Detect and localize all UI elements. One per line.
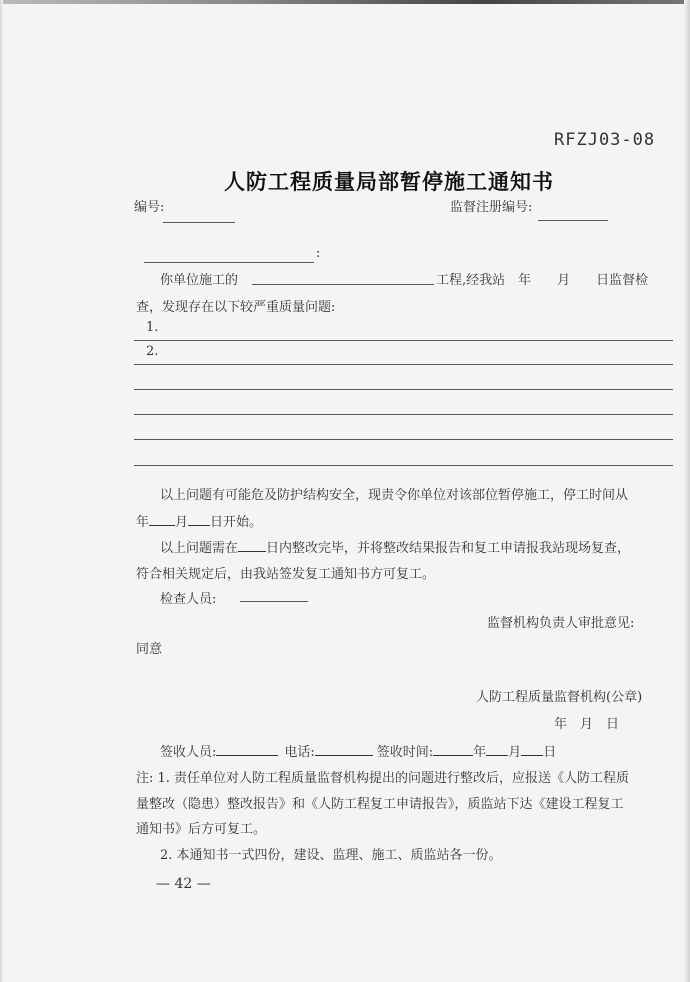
stop-month-blank [149, 511, 175, 526]
receipt-day-blank [521, 741, 543, 756]
phone-label: 电话: [284, 745, 315, 760]
stop-line2 [136, 511, 262, 530]
receiver-label: 签收人员: [160, 745, 217, 760]
time-label: 签收时间: [376, 745, 434, 760]
scan-edge-right [684, 0, 690, 982]
rectify-days-blank [238, 537, 266, 552]
approval-label: 监督机构负责人审批意见: [487, 616, 635, 631]
note-line4: 2. 本通知书一式四份，建设、监理、施工、质监站各一份。 [160, 848, 502, 863]
receipt-year: 年 [473, 745, 487, 760]
registration-blank [538, 220, 608, 221]
page-number: — 42 — [156, 876, 211, 892]
rectify-line2: 符合相关规定后，由我站签发复工通知书方可复工。 [136, 567, 436, 582]
stop-month: 月 [175, 515, 189, 530]
project-name-blank [252, 284, 434, 285]
document-title: 人防工程质量局部暂停施工通知书 [224, 169, 554, 194]
issue-line-6 [134, 465, 673, 466]
stop-year: 年 [136, 515, 150, 530]
rectify-line1 [160, 537, 630, 556]
rectify-suffix: 日内整改完毕，并将整改结果报告和复工申请报我站现场复查， [266, 541, 631, 556]
receipt-month: 月 [508, 745, 522, 760]
issue-line-3 [134, 389, 673, 390]
stop-day: 日开始。 [210, 515, 263, 530]
rectify-prefix: 以上问题需在 [160, 541, 239, 556]
document-code: RFZJ03-08 [554, 130, 656, 150]
phone-blank [315, 741, 373, 756]
inspector-blank [240, 601, 308, 602]
note-line3: 通知书》后方可复工。 [136, 822, 267, 837]
issue-item-2: 2. [146, 344, 159, 359]
approval-date: 年 月 日 [554, 717, 620, 732]
scan-edge-left [0, 0, 3, 982]
serial-label: 编号: [134, 200, 165, 215]
recipient-colon: : [316, 246, 321, 261]
serial-blank [163, 222, 235, 223]
receipt-month-blank [486, 741, 508, 756]
agency-seal-label: 人防工程质量监督机构(公章) [476, 690, 643, 705]
notice-unit-prefix: 你单位施工的 [160, 273, 239, 288]
receiver-blank [216, 741, 278, 756]
stop-line1: 以上问题有可能危及防护结构安全，现责令你单位对该部位暂停施工，停工时间从 [160, 488, 629, 503]
issue-line-4 [134, 414, 673, 415]
issue-line-5 [134, 439, 673, 440]
issue-line-1 [134, 340, 673, 341]
notice-line2: 查，发现存在以下较严重质量问题: [136, 300, 336, 315]
issue-line-2 [134, 364, 673, 365]
scan-edge-top [0, 0, 690, 4]
receipt-year-blank [433, 741, 473, 756]
receipt-day: 日 [543, 745, 557, 760]
receipt-line [160, 741, 556, 760]
note-line2: 量整改（隐患）整改报告》和《人防工程复工申请报告》，质监站下达《建设工程复工 [136, 797, 624, 812]
stop-day-blank [188, 511, 210, 526]
recipient-blank [144, 262, 314, 263]
issue-item-1: 1. [146, 320, 159, 335]
note-line1: 注: 1. 责任单位对人防工程质量监督机构提出的问题进行整改后，应报送《人防工程质 [136, 771, 630, 786]
inspector-label: 检查人员: [160, 592, 217, 607]
approval-value: 同意 [136, 642, 163, 657]
registration-label: 监督注册编号: [450, 200, 533, 215]
notice-unit-suffix: 工程,经我站 年 月 日监督检 [436, 273, 649, 288]
